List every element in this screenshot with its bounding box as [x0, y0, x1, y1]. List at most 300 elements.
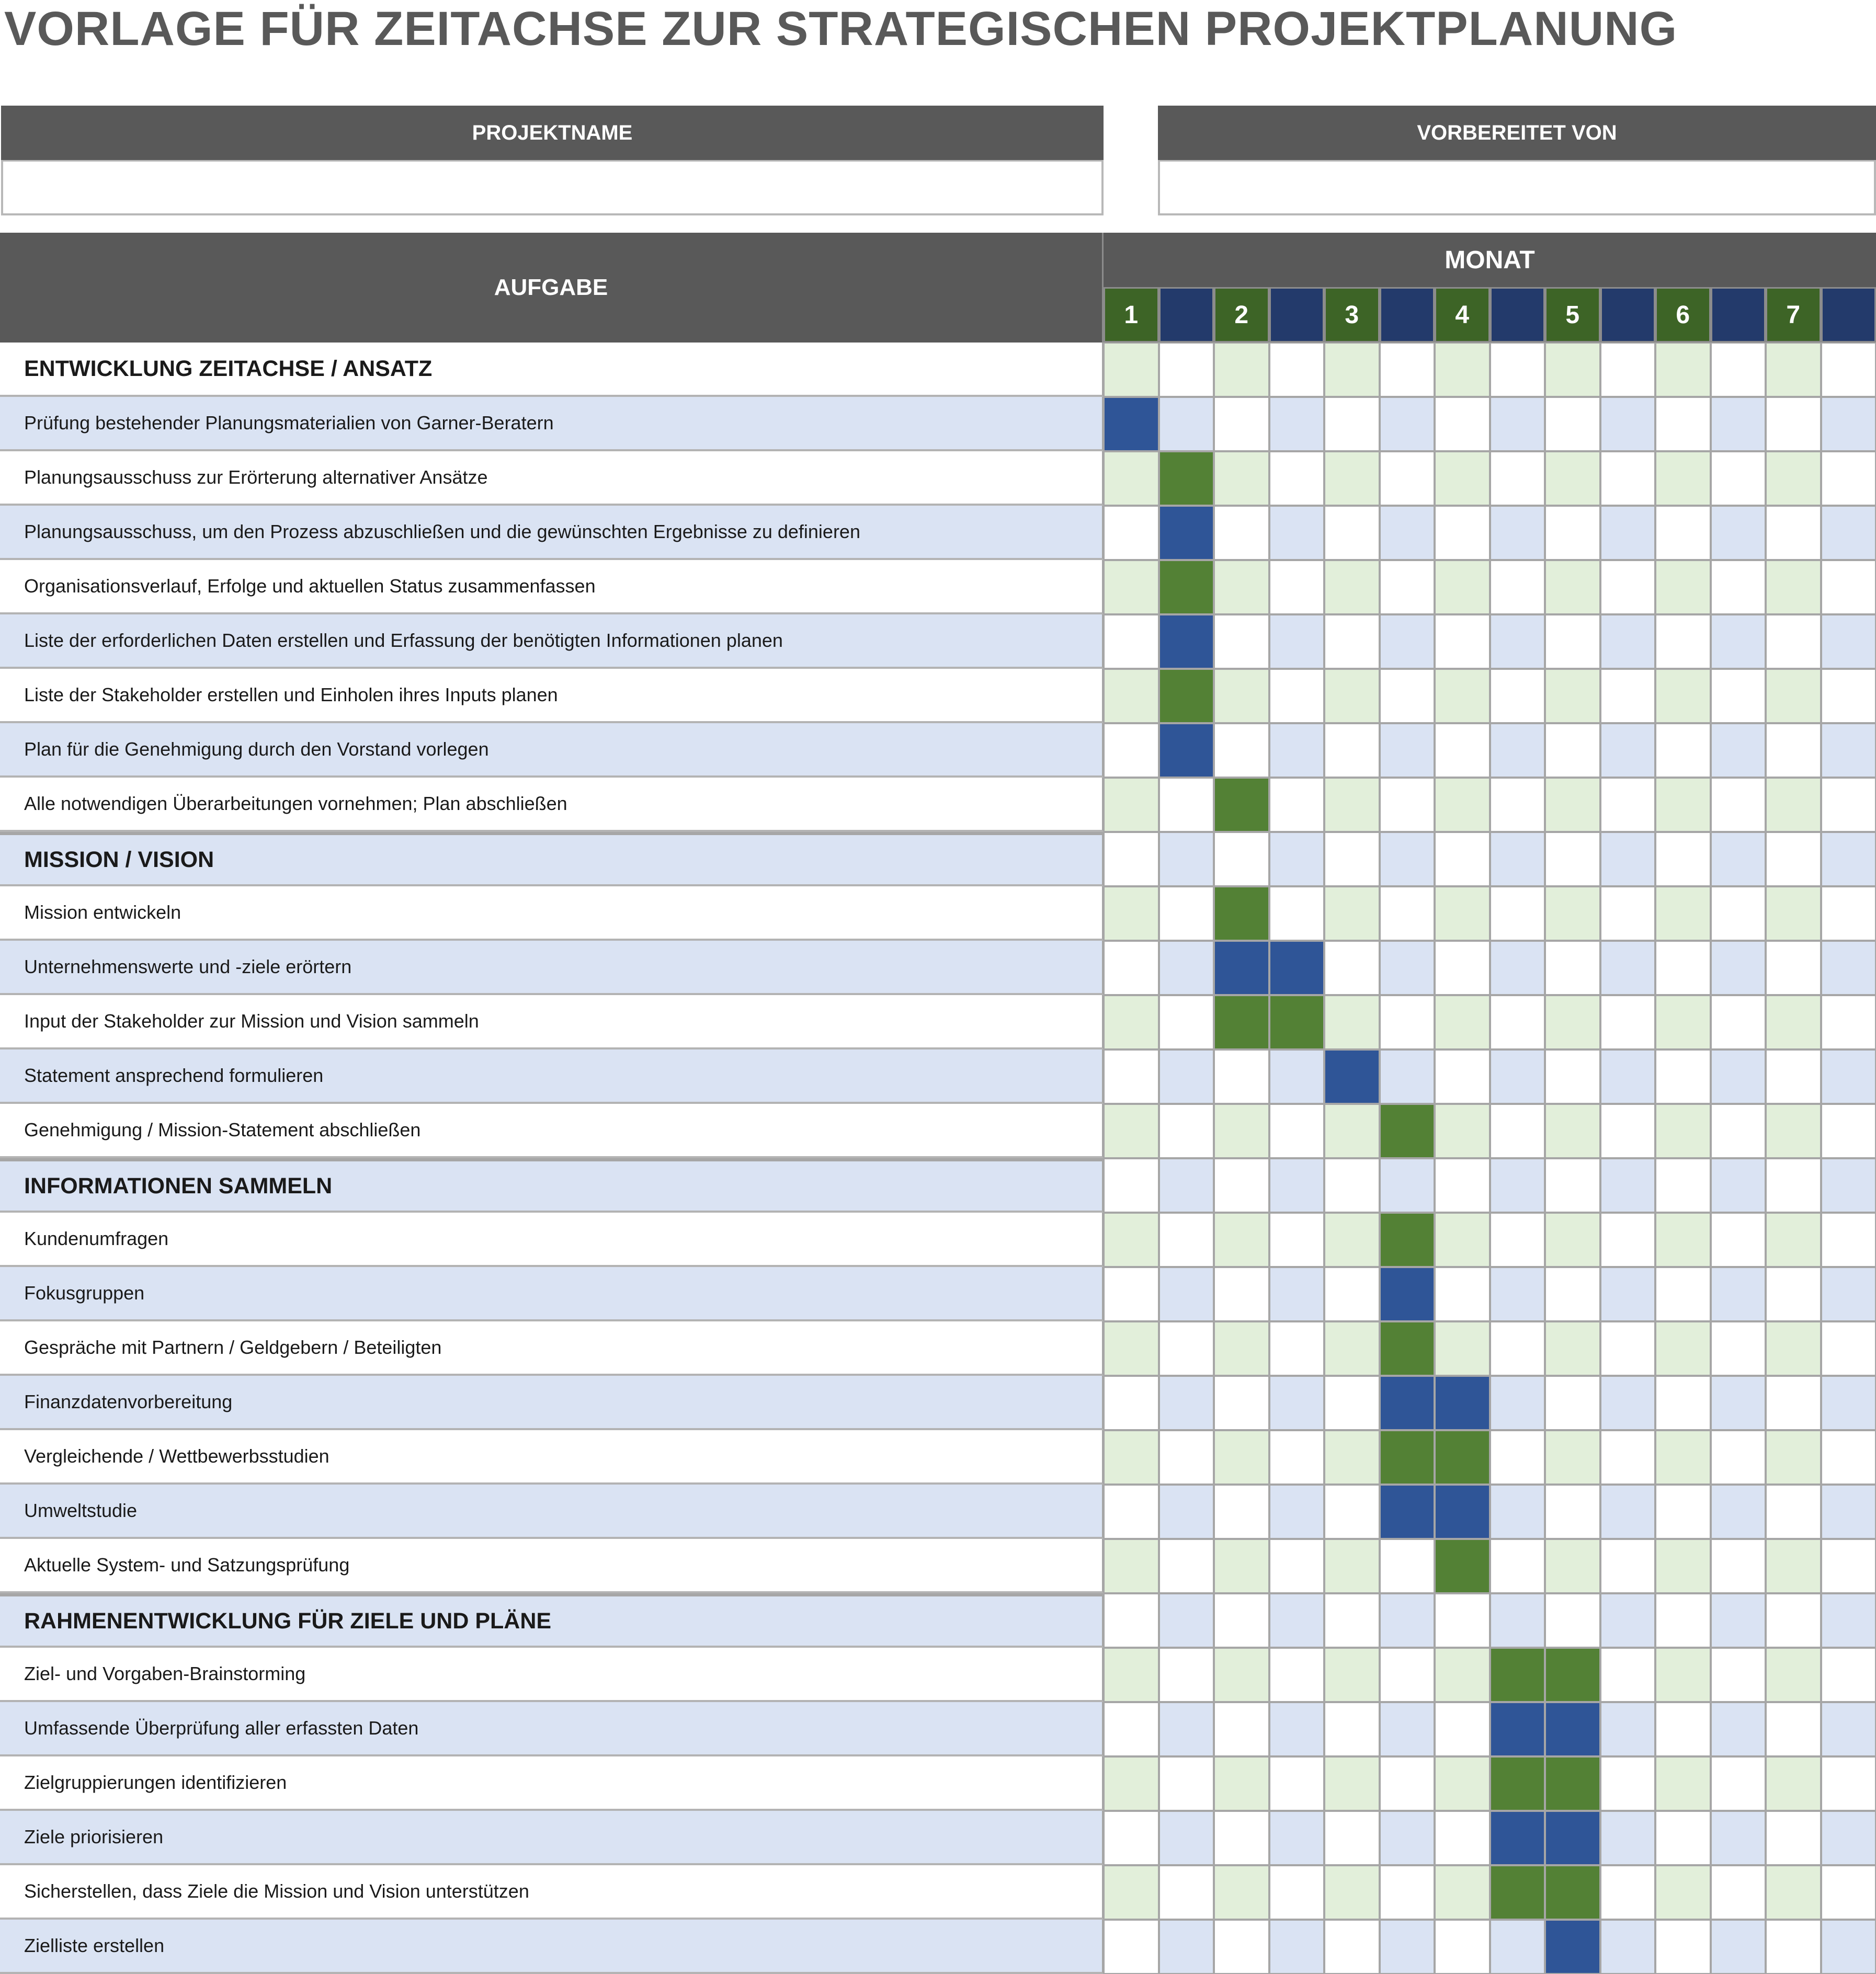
timeline-bar-cell[interactable] [1380, 1267, 1435, 1321]
timeline-cell[interactable] [1435, 1811, 1490, 1865]
timeline-cell[interactable] [1766, 1702, 1821, 1756]
timeline-cell[interactable] [1104, 1539, 1159, 1593]
timeline-bar-cell[interactable] [1545, 1648, 1600, 1702]
timeline-cell[interactable] [1711, 832, 1766, 886]
task-label[interactable]: Plan für die Genehmigung durch den Vorstand vorlegen [0, 723, 1104, 778]
timeline-cell[interactable] [1435, 1321, 1490, 1376]
timeline-cell[interactable] [1600, 1539, 1656, 1593]
timeline-cell[interactable] [1655, 614, 1711, 669]
timeline-cell[interactable] [1269, 1593, 1325, 1648]
timeline-cell[interactable] [1821, 995, 1876, 1049]
task-label[interactable]: Ziele priorisieren [0, 1811, 1104, 1865]
task-label[interactable]: Aktuelle System- und Satzungsprüfung [0, 1539, 1104, 1593]
timeline-cell[interactable] [1600, 1865, 1656, 1920]
timeline-cell[interactable] [1104, 1104, 1159, 1158]
task-label[interactable]: Unternehmenswerte und -ziele erörtern [0, 941, 1104, 995]
timeline-cell[interactable] [1655, 941, 1711, 995]
timeline-cell[interactable] [1711, 941, 1766, 995]
timeline-cell[interactable] [1104, 1865, 1159, 1920]
timeline-cell[interactable] [1655, 1865, 1711, 1920]
timeline-bar-cell[interactable] [1380, 1213, 1435, 1267]
task-label[interactable]: Planungsausschuss, um den Prozess abzuschließen und die gewünschten Ergebnisse zu definieren [0, 506, 1104, 560]
timeline-bar-cell[interactable] [1380, 1321, 1435, 1376]
timeline-cell[interactable] [1435, 941, 1490, 995]
timeline-cell[interactable] [1104, 1321, 1159, 1376]
prepared-by-field[interactable] [1158, 160, 1876, 215]
timeline-cell[interactable] [1821, 1865, 1876, 1920]
task-label[interactable]: Vergleichende / Wettbewerbsstudien [0, 1430, 1104, 1485]
task-label[interactable]: Zielliste erstellen [0, 1920, 1104, 1974]
timeline-cell[interactable] [1711, 1049, 1766, 1104]
timeline-cell[interactable] [1214, 1648, 1269, 1702]
timeline-cell[interactable] [1435, 778, 1490, 832]
timeline-cell[interactable] [1821, 1648, 1876, 1702]
timeline-cell[interactable] [1545, 886, 1600, 941]
task-label[interactable]: Finanzdatenvorbereitung [0, 1376, 1104, 1430]
timeline-cell[interactable] [1214, 1049, 1269, 1104]
timeline-cell[interactable] [1269, 397, 1325, 451]
timeline-cell[interactable] [1545, 1539, 1600, 1593]
timeline-cell[interactable] [1545, 941, 1600, 995]
timeline-cell[interactable] [1821, 1920, 1876, 1974]
timeline-cell[interactable] [1655, 778, 1711, 832]
timeline-cell[interactable] [1600, 1376, 1656, 1430]
timeline-cell[interactable] [1104, 1213, 1159, 1267]
timeline-cell[interactable] [1104, 778, 1159, 832]
timeline-cell[interactable] [1766, 995, 1821, 1049]
timeline-cell[interactable] [1324, 1104, 1380, 1158]
timeline-cell[interactable] [1380, 614, 1435, 669]
timeline-bar-cell[interactable] [1435, 1430, 1490, 1485]
timeline-cell[interactable] [1435, 1267, 1490, 1321]
timeline-cell[interactable] [1490, 1376, 1545, 1430]
timeline-cell[interactable] [1821, 723, 1876, 778]
timeline-cell[interactable] [1269, 778, 1325, 832]
timeline-cell[interactable] [1600, 723, 1656, 778]
timeline-cell[interactable] [1600, 1213, 1656, 1267]
timeline-cell[interactable] [1655, 1104, 1711, 1158]
timeline-cell[interactable] [1104, 832, 1159, 886]
timeline-cell[interactable] [1380, 1811, 1435, 1865]
timeline-cell[interactable] [1324, 669, 1380, 723]
timeline-cell[interactable] [1214, 1267, 1269, 1321]
timeline-cell[interactable] [1821, 1485, 1876, 1539]
timeline-cell[interactable] [1766, 1539, 1821, 1593]
timeline-cell[interactable] [1766, 560, 1821, 614]
timeline-cell[interactable] [1435, 723, 1490, 778]
timeline-cell[interactable] [1104, 1811, 1159, 1865]
timeline-cell[interactable] [1545, 451, 1600, 506]
timeline-cell[interactable] [1711, 1158, 1766, 1213]
timeline-cell[interactable] [1600, 560, 1656, 614]
timeline-cell[interactable] [1600, 1104, 1656, 1158]
timeline-cell[interactable] [1380, 506, 1435, 560]
timeline-cell[interactable] [1380, 1648, 1435, 1702]
timeline-cell[interactable] [1435, 669, 1490, 723]
timeline-cell[interactable] [1159, 1158, 1214, 1213]
timeline-cell[interactable] [1821, 832, 1876, 886]
task-label[interactable]: Fokusgruppen [0, 1267, 1104, 1321]
timeline-cell[interactable] [1269, 669, 1325, 723]
timeline-cell[interactable] [1490, 1158, 1545, 1213]
timeline-cell[interactable] [1324, 614, 1380, 669]
timeline-cell[interactable] [1821, 1104, 1876, 1158]
timeline-cell[interactable] [1711, 1430, 1766, 1485]
timeline-cell[interactable] [1104, 1430, 1159, 1485]
task-label[interactable]: Organisationsverlauf, Erfolge und aktuellen Status zusammenfassen [0, 560, 1104, 614]
timeline-cell[interactable] [1655, 1376, 1711, 1430]
timeline-cell[interactable] [1269, 560, 1325, 614]
timeline-cell[interactable] [1600, 614, 1656, 669]
timeline-cell[interactable] [1711, 1376, 1766, 1430]
timeline-cell[interactable] [1766, 1648, 1821, 1702]
timeline-cell[interactable] [1324, 1376, 1380, 1430]
timeline-cell[interactable] [1104, 669, 1159, 723]
timeline-cell[interactable] [1545, 778, 1600, 832]
timeline-bar-cell[interactable] [1159, 560, 1214, 614]
timeline-cell[interactable] [1269, 1430, 1325, 1485]
timeline-cell[interactable] [1711, 1321, 1766, 1376]
timeline-cell[interactable] [1435, 1702, 1490, 1756]
timeline-bar-cell[interactable] [1380, 1485, 1435, 1539]
timeline-cell[interactable] [1380, 1049, 1435, 1104]
timeline-cell[interactable] [1600, 886, 1656, 941]
timeline-cell[interactable] [1269, 343, 1325, 397]
timeline-cell[interactable] [1104, 1648, 1159, 1702]
timeline-cell[interactable] [1766, 1811, 1821, 1865]
timeline-cell[interactable] [1490, 614, 1545, 669]
timeline-cell[interactable] [1159, 1756, 1214, 1811]
timeline-bar-cell[interactable] [1545, 1756, 1600, 1811]
timeline-cell[interactable] [1269, 1376, 1325, 1430]
timeline-bar-cell[interactable] [1159, 614, 1214, 669]
timeline-cell[interactable] [1600, 1811, 1656, 1865]
timeline-cell[interactable] [1490, 1321, 1545, 1376]
timeline-cell[interactable] [1655, 1049, 1711, 1104]
timeline-cell[interactable] [1159, 1485, 1214, 1539]
timeline-cell[interactable] [1600, 778, 1656, 832]
task-label[interactable]: Zielgruppierungen identifizieren [0, 1756, 1104, 1811]
timeline-cell[interactable] [1545, 397, 1600, 451]
timeline-cell[interactable] [1159, 1539, 1214, 1593]
timeline-cell[interactable] [1269, 506, 1325, 560]
task-label[interactable]: Gespräche mit Partnern / Geldgebern / Beteiligten [0, 1321, 1104, 1376]
timeline-cell[interactable] [1655, 1593, 1711, 1648]
timeline-cell[interactable] [1711, 1865, 1766, 1920]
timeline-cell[interactable] [1380, 1539, 1435, 1593]
timeline-cell[interactable] [1821, 778, 1876, 832]
timeline-cell[interactable] [1821, 1267, 1876, 1321]
timeline-cell[interactable] [1600, 1593, 1656, 1648]
timeline-cell[interactable] [1104, 723, 1159, 778]
timeline-cell[interactable] [1214, 1321, 1269, 1376]
timeline-cell[interactable] [1490, 451, 1545, 506]
timeline-cell[interactable] [1600, 941, 1656, 995]
timeline-cell[interactable] [1104, 1920, 1159, 1974]
timeline-cell[interactable] [1159, 995, 1214, 1049]
timeline-bar-cell[interactable] [1545, 1811, 1600, 1865]
timeline-cell[interactable] [1821, 1213, 1876, 1267]
timeline-cell[interactable] [1435, 1865, 1490, 1920]
timeline-cell[interactable] [1490, 1104, 1545, 1158]
task-label[interactable]: Planungsausschuss zur Erörterung alternativer Ansätze [0, 451, 1104, 506]
timeline-cell[interactable] [1821, 1811, 1876, 1865]
timeline-cell[interactable] [1324, 1811, 1380, 1865]
timeline-cell[interactable] [1324, 451, 1380, 506]
timeline-cell[interactable] [1435, 506, 1490, 560]
timeline-cell[interactable] [1159, 397, 1214, 451]
timeline-bar-cell[interactable] [1214, 886, 1269, 941]
timeline-cell[interactable] [1711, 1267, 1766, 1321]
timeline-cell[interactable] [1435, 343, 1490, 397]
timeline-cell[interactable] [1269, 1485, 1325, 1539]
timeline-cell[interactable] [1435, 832, 1490, 886]
timeline-cell[interactable] [1159, 1865, 1214, 1920]
timeline-cell[interactable] [1600, 1158, 1656, 1213]
timeline-cell[interactable] [1269, 1920, 1325, 1974]
timeline-cell[interactable] [1435, 451, 1490, 506]
project-name-field[interactable] [1, 160, 1104, 215]
timeline-cell[interactable] [1269, 1158, 1325, 1213]
timeline-cell[interactable] [1821, 1539, 1876, 1593]
timeline-bar-cell[interactable] [1490, 1702, 1545, 1756]
timeline-cell[interactable] [1324, 397, 1380, 451]
timeline-cell[interactable] [1159, 941, 1214, 995]
timeline-cell[interactable] [1766, 1213, 1821, 1267]
timeline-cell[interactable] [1380, 995, 1435, 1049]
timeline-cell[interactable] [1600, 1702, 1656, 1756]
timeline-cell[interactable] [1324, 1267, 1380, 1321]
timeline-cell[interactable] [1269, 1648, 1325, 1702]
timeline-cell[interactable] [1380, 886, 1435, 941]
timeline-cell[interactable] [1711, 1213, 1766, 1267]
timeline-cell[interactable] [1600, 451, 1656, 506]
timeline-cell[interactable] [1269, 1104, 1325, 1158]
timeline-cell[interactable] [1324, 1321, 1380, 1376]
timeline-cell[interactable] [1104, 560, 1159, 614]
timeline-cell[interactable] [1766, 1104, 1821, 1158]
section-label[interactable]: MISSION / VISION [0, 832, 1104, 886]
timeline-cell[interactable] [1380, 560, 1435, 614]
timeline-cell[interactable] [1545, 1430, 1600, 1485]
timeline-cell[interactable] [1600, 1430, 1656, 1485]
timeline-cell[interactable] [1214, 1702, 1269, 1756]
timeline-cell[interactable] [1821, 1321, 1876, 1376]
task-label[interactable]: Genehmigung / Mission-Statement abschließen [0, 1104, 1104, 1158]
timeline-cell[interactable] [1821, 560, 1876, 614]
timeline-cell[interactable] [1490, 995, 1545, 1049]
timeline-cell[interactable] [1711, 506, 1766, 560]
timeline-cell[interactable] [1214, 343, 1269, 397]
timeline-cell[interactable] [1435, 1049, 1490, 1104]
timeline-cell[interactable] [1766, 832, 1821, 886]
timeline-cell[interactable] [1655, 832, 1711, 886]
timeline-cell[interactable] [1214, 397, 1269, 451]
timeline-cell[interactable] [1490, 397, 1545, 451]
timeline-cell[interactable] [1711, 723, 1766, 778]
timeline-cell[interactable] [1655, 1539, 1711, 1593]
task-label[interactable]: Umweltstudie [0, 1485, 1104, 1539]
timeline-cell[interactable] [1545, 560, 1600, 614]
timeline-cell[interactable] [1711, 1702, 1766, 1756]
timeline-cell[interactable] [1269, 1321, 1325, 1376]
timeline-cell[interactable] [1104, 1158, 1159, 1213]
timeline-cell[interactable] [1324, 995, 1380, 1049]
timeline-cell[interactable] [1711, 1811, 1766, 1865]
timeline-cell[interactable] [1435, 397, 1490, 451]
timeline-cell[interactable] [1159, 1593, 1214, 1648]
timeline-cell[interactable] [1104, 451, 1159, 506]
timeline-cell[interactable] [1435, 886, 1490, 941]
timeline-cell[interactable] [1655, 1756, 1711, 1811]
timeline-cell[interactable] [1159, 886, 1214, 941]
timeline-cell[interactable] [1711, 451, 1766, 506]
timeline-cell[interactable] [1655, 1430, 1711, 1485]
timeline-cell[interactable] [1214, 1376, 1269, 1430]
timeline-cell[interactable] [1159, 832, 1214, 886]
timeline-cell[interactable] [1269, 1702, 1325, 1756]
timeline-cell[interactable] [1821, 1756, 1876, 1811]
timeline-cell[interactable] [1821, 1376, 1876, 1430]
timeline-cell[interactable] [1380, 941, 1435, 995]
timeline-cell[interactable] [1380, 723, 1435, 778]
section-label[interactable]: RAHMENENTWICKLUNG FÜR ZIELE UND PLÄNE [0, 1593, 1104, 1648]
timeline-cell[interactable] [1545, 506, 1600, 560]
timeline-cell[interactable] [1269, 1049, 1325, 1104]
timeline-cell[interactable] [1269, 832, 1325, 886]
timeline-cell[interactable] [1324, 1485, 1380, 1539]
timeline-cell[interactable] [1655, 1321, 1711, 1376]
timeline-cell[interactable] [1600, 1267, 1656, 1321]
timeline-cell[interactable] [1380, 397, 1435, 451]
timeline-cell[interactable] [1766, 886, 1821, 941]
timeline-cell[interactable] [1104, 614, 1159, 669]
timeline-cell[interactable] [1766, 1865, 1821, 1920]
timeline-cell[interactable] [1214, 723, 1269, 778]
timeline-cell[interactable] [1159, 1104, 1214, 1158]
section-label[interactable]: ENTWICKLUNG ZEITACHSE / ANSATZ [0, 343, 1104, 397]
timeline-cell[interactable] [1269, 723, 1325, 778]
timeline-cell[interactable] [1655, 1267, 1711, 1321]
timeline-cell[interactable] [1655, 506, 1711, 560]
timeline-bar-cell[interactable] [1435, 1376, 1490, 1430]
timeline-cell[interactable] [1104, 506, 1159, 560]
timeline-cell[interactable] [1711, 995, 1766, 1049]
timeline-bar-cell[interactable] [1104, 397, 1159, 451]
timeline-cell[interactable] [1766, 397, 1821, 451]
task-label[interactable]: Liste der erforderlichen Daten erstellen und Erfassung der benötigten Informationen planen [0, 614, 1104, 669]
timeline-cell[interactable] [1490, 1267, 1545, 1321]
timeline-cell[interactable] [1655, 995, 1711, 1049]
timeline-cell[interactable] [1766, 1267, 1821, 1321]
timeline-cell[interactable] [1269, 1539, 1325, 1593]
timeline-cell[interactable] [1766, 1756, 1821, 1811]
timeline-cell[interactable] [1655, 1213, 1711, 1267]
timeline-cell[interactable] [1600, 995, 1656, 1049]
timeline-cell[interactable] [1490, 1485, 1545, 1539]
timeline-bar-cell[interactable] [1490, 1811, 1545, 1865]
timeline-cell[interactable] [1821, 1430, 1876, 1485]
timeline-cell[interactable] [1821, 1702, 1876, 1756]
timeline-cell[interactable] [1380, 1865, 1435, 1920]
timeline-cell[interactable] [1380, 832, 1435, 886]
timeline-cell[interactable] [1655, 560, 1711, 614]
timeline-cell[interactable] [1159, 343, 1214, 397]
timeline-cell[interactable] [1435, 995, 1490, 1049]
timeline-bar-cell[interactable] [1490, 1756, 1545, 1811]
timeline-cell[interactable] [1766, 451, 1821, 506]
timeline-cell[interactable] [1766, 343, 1821, 397]
timeline-cell[interactable] [1104, 1267, 1159, 1321]
timeline-cell[interactable] [1435, 1920, 1490, 1974]
timeline-cell[interactable] [1435, 1104, 1490, 1158]
timeline-cell[interactable] [1269, 614, 1325, 669]
timeline-cell[interactable] [1214, 1213, 1269, 1267]
timeline-cell[interactable] [1159, 1267, 1214, 1321]
timeline-bar-cell[interactable] [1214, 995, 1269, 1049]
task-label[interactable]: Prüfung bestehender Planungsmaterialien von Garner-Beratern [0, 397, 1104, 451]
timeline-cell[interactable] [1380, 1756, 1435, 1811]
timeline-cell[interactable] [1655, 343, 1711, 397]
timeline-cell[interactable] [1159, 1213, 1214, 1267]
timeline-cell[interactable] [1324, 1920, 1380, 1974]
timeline-cell[interactable] [1435, 1648, 1490, 1702]
timeline-cell[interactable] [1214, 1104, 1269, 1158]
timeline-cell[interactable] [1711, 886, 1766, 941]
timeline-cell[interactable] [1490, 1213, 1545, 1267]
timeline-cell[interactable] [1214, 1158, 1269, 1213]
timeline-cell[interactable] [1766, 1430, 1821, 1485]
timeline-cell[interactable] [1490, 1049, 1545, 1104]
timeline-bar-cell[interactable] [1159, 723, 1214, 778]
timeline-cell[interactable] [1159, 1049, 1214, 1104]
timeline-cell[interactable] [1214, 832, 1269, 886]
timeline-cell[interactable] [1324, 1213, 1380, 1267]
timeline-cell[interactable] [1545, 1267, 1600, 1321]
timeline-cell[interactable] [1821, 506, 1876, 560]
timeline-cell[interactable] [1655, 1158, 1711, 1213]
task-label[interactable]: Sicherstellen, dass Ziele die Mission und Vision unterstützen [0, 1865, 1104, 1920]
timeline-bar-cell[interactable] [1490, 1648, 1545, 1702]
timeline-cell[interactable] [1324, 560, 1380, 614]
timeline-cell[interactable] [1766, 1376, 1821, 1430]
timeline-cell[interactable] [1269, 886, 1325, 941]
timeline-bar-cell[interactable] [1490, 1865, 1545, 1920]
timeline-cell[interactable] [1655, 886, 1711, 941]
timeline-cell[interactable] [1766, 506, 1821, 560]
timeline-cell[interactable] [1435, 1756, 1490, 1811]
timeline-cell[interactable] [1324, 832, 1380, 886]
timeline-cell[interactable] [1490, 1920, 1545, 1974]
timeline-cell[interactable] [1324, 1756, 1380, 1811]
timeline-cell[interactable] [1545, 1593, 1600, 1648]
timeline-cell[interactable] [1655, 1485, 1711, 1539]
timeline-cell[interactable] [1269, 451, 1325, 506]
timeline-cell[interactable] [1545, 343, 1600, 397]
timeline-cell[interactable] [1214, 669, 1269, 723]
timeline-cell[interactable] [1214, 1811, 1269, 1865]
task-label[interactable]: Ziel- und Vorgaben-Brainstorming [0, 1648, 1104, 1702]
timeline-cell[interactable] [1545, 1485, 1600, 1539]
timeline-bar-cell[interactable] [1435, 1485, 1490, 1539]
timeline-cell[interactable] [1490, 343, 1545, 397]
timeline-cell[interactable] [1545, 614, 1600, 669]
timeline-cell[interactable] [1821, 1049, 1876, 1104]
timeline-cell[interactable] [1159, 1430, 1214, 1485]
timeline-cell[interactable] [1821, 397, 1876, 451]
timeline-cell[interactable] [1766, 1485, 1821, 1539]
timeline-cell[interactable] [1435, 1593, 1490, 1648]
